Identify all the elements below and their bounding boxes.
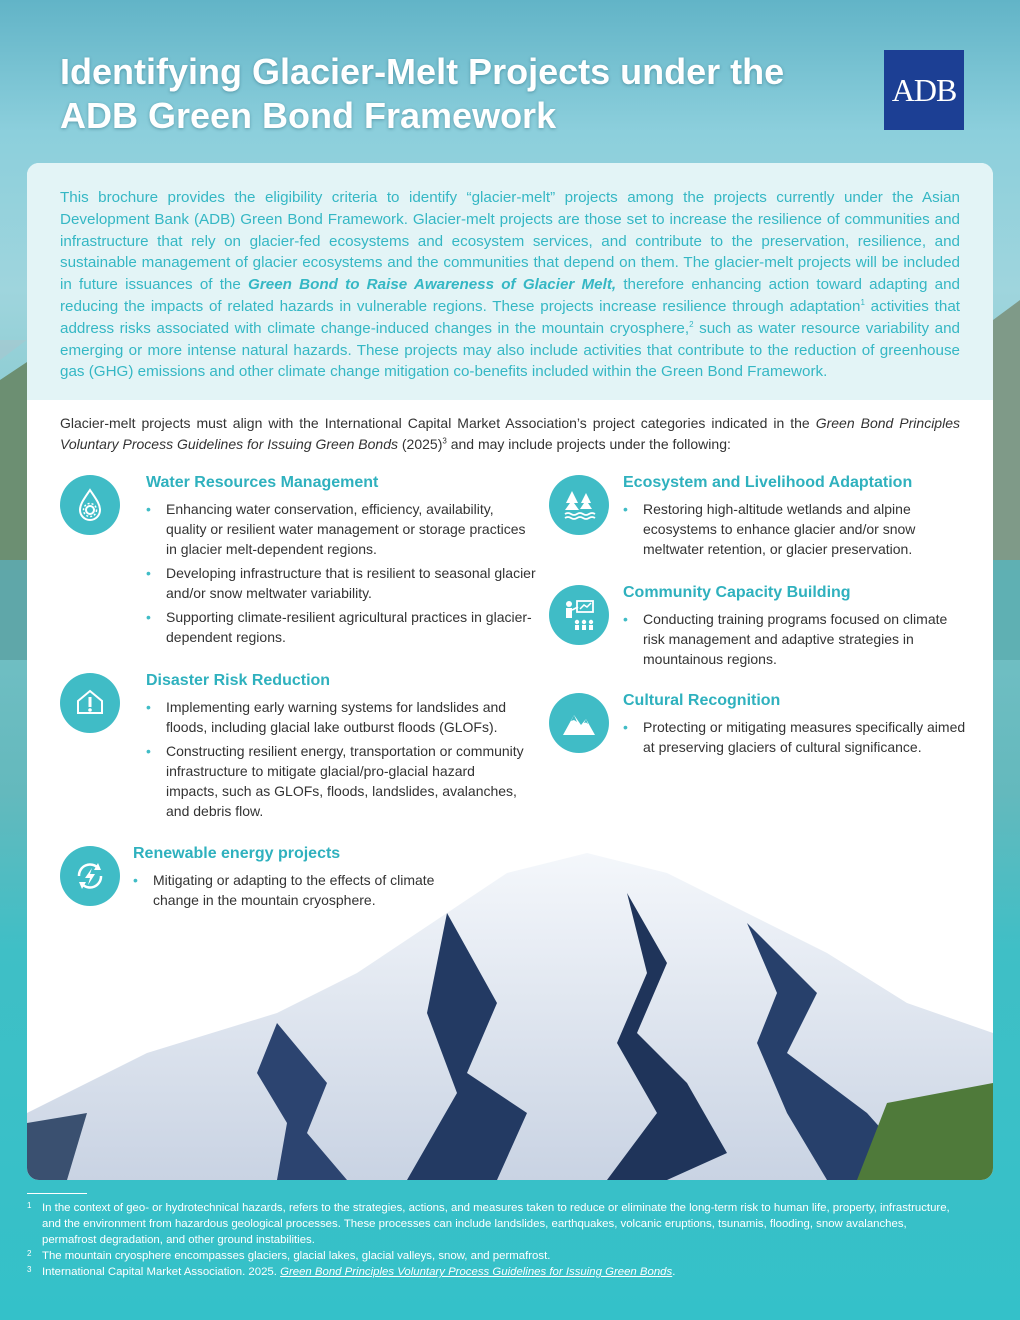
list-item: • Developing infrastructure that is resilient to seasonal glacier and/or snow meltwater variability. [146,563,536,603]
footnote-3 [27,1264,962,1280]
list-item: • Supporting climate-resilient agricultural practices in glacier-dependent regions. [146,607,536,647]
footnote-text: In the context of geo- or hydrotechnical hazards, refers to the strategies, actions, and measures taken to reduce or eliminate the long-term risk to human life, property, infrastructure, and the environment from hazardous geological processes. These processes can include landslides, earthquakes, volcanic eruptions, tsunamis, flooding, snow avalanches, permafrost degradation, and other ground instabilities. [42,1202,950,1246]
footnote-1 [27,1200,962,1248]
section-title-renewable: Renewable energy projects [133,845,341,862]
water-drop-gear-icon [60,475,120,535]
section-ecosystem-adaptation [623,473,963,563]
section-cultural-recognition [623,691,973,761]
lead-text-2: (2025) [398,436,443,452]
warning-house-icon [60,673,120,733]
section-title-water: Water Resources Management [146,474,379,491]
adb-logo-text: ADB [891,71,957,108]
intro-text-1: This brochure provides the eligibility criteria to identify “glacier-melt” projects among the projects currently under the Asian Development Bank (ADB) Green Bond Framework. Glacier-melt projects are those set to increase the resilience of communities and infrastructure that rely on glacier-fed ecosystems and ecosystem services, and contribute to the preservation, resilience, and sustainable management of glacier ecosystems and the communities that depend on them. The glacier-melt projects will be included in future issuances of the [60,189,960,294]
section-water-resources [146,473,536,651]
section-community-capacity [623,583,963,673]
section-disaster-risk [146,671,526,825]
footnote-text: . [672,1266,676,1278]
list-item: • Constructing resilient energy, transportation or community infrastructure to mitigate glacial/pro-glacial hazard impacts, such as GLOFs, floods, landslides, avalanches, and debris flow. [146,741,526,821]
footnote-number: 3 [27,1265,32,1274]
lead-paragraph [60,413,960,455]
lead-text-1: Glacier-melt projects must align with the International Capital Market Association’s project categories indicated in the [60,415,816,431]
list-item: • Protecting or mitigating measures specifically aimed at preserving glaciers of cultural significance. [623,717,973,757]
footnote-ref-3: 3 [442,436,447,446]
page-title: Identifying Glacier-Melt Projects under the ADB Green Bond Framework [60,51,785,136]
content-card [27,163,993,1180]
list-item: • Implementing early warning systems for landslides and floods, including glacial lake outburst floods (GLOFs). [146,697,526,737]
footnote-ref-1: 1 [860,297,865,307]
footnote-number: 1 [27,1201,32,1210]
footnote-number: 2 [27,1249,32,1258]
list-item: • Restoring high-altitude wetlands and alpine ecosystems to enhance glacier and/or snow meltwater retention, or glacier preservation. [623,499,963,559]
footnote-2 [27,1248,962,1264]
list-item: • Conducting training programs focused on climate risk management and adaptive strategies in mountainous regions. [623,609,963,669]
section-title-cultural: Cultural Recognition [623,692,781,709]
trees-water-icon [549,475,609,535]
list-item: • Enhancing water conservation, efficiency, availability, quality or resilient water management or storage practices in glacier melt-dependent regions. [146,499,536,559]
bond-name: Green Bond to Raise Awareness of Glacier Melt, [248,276,617,294]
footnote-ref-2: 2 [689,319,694,329]
mountains-icon [549,693,609,753]
snowy-mountain-image [27,853,993,1180]
adb-logo [884,50,964,130]
intro-text-2: therefore enhancing action toward adapting and reducing the impacts of related hazards in vulnerable regions. These projects increase resilience through adaptation [60,276,960,315]
guidelines-link[interactable]: Green Bond Principles Voluntary Process Guidelines for Issuing Green Bonds [280,1266,673,1278]
footnote-divider [27,1193,87,1194]
intro-text-3: activities that address risks associated with climate change-induced changes in the mountain cryosphere, [60,297,960,337]
section-title-disaster: Disaster Risk Reduction [146,672,331,689]
guidelines-title: Green Bond Principles Voluntary Process Guidelines for Issuing Green Bonds [60,415,960,452]
footnote-text: International Capital Market Association. 2025. [42,1266,281,1278]
section-title-ecosystem: Ecosystem and Livelihood Adaptation [623,474,913,491]
footnotes [27,1193,962,1280]
footnote-text: The mountain cryosphere encompasses glaciers, glacial lakes, glacial valleys, snow, and permafrost. [42,1250,551,1262]
lead-text-3: and may include projects under the following: [446,436,731,452]
list-item: • Mitigating or adapting to the effects of climate change in the mountain cryosphere. [133,870,473,910]
section-title-community: Community Capacity Building [623,584,851,601]
intro-text-4: such as water resource variability and emerging or more intense natural hazards. These projects may also include activities that contribute to the reduction of greenhouse gas (GHG) emissions and other climate change mitigation co-benefits included within the Green Bond Framework. [60,319,960,381]
intro-paragraph [27,163,993,400]
training-presentation-icon [549,585,609,645]
